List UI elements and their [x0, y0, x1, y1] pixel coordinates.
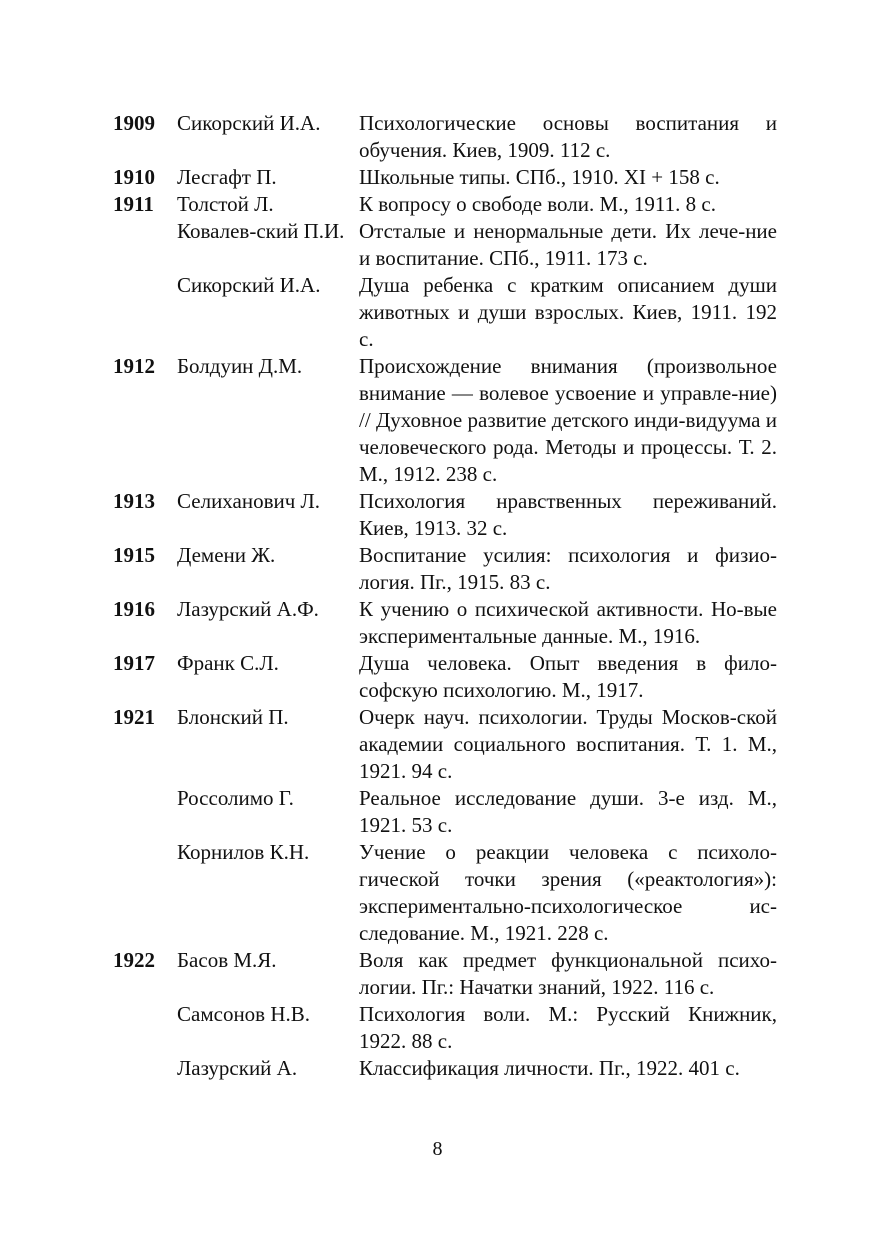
- entry-work: Воля как предмет функциональной психо-логии. Пг.: Начатки знаний, 1922. 116 с.: [359, 948, 777, 999]
- entry-author: Ковалев-ский П.И.: [177, 219, 345, 243]
- entry-work: Школьные типы. СПб., 1910. XI + 158 с.: [359, 165, 720, 189]
- entry-work: Душа человека. Опыт введения в фило-софскую психологию. М., 1917.: [359, 651, 777, 702]
- entry-year: 1909: [113, 111, 155, 135]
- bibliography-entry: [113, 704, 777, 785]
- entry-year: 1911: [113, 192, 154, 216]
- entry-author: Блонский П.: [177, 705, 289, 729]
- bibliography-entry: [113, 596, 777, 650]
- entry-author: Лесгафт П.: [177, 165, 277, 189]
- entry-year: [113, 272, 177, 353]
- entry-year: [113, 218, 177, 272]
- bibliography-entry: [113, 839, 777, 947]
- entry-year: [113, 839, 177, 947]
- entry-author: Самсонов Н.В.: [177, 1002, 311, 1026]
- entry-author: Корнилов К.Н.: [177, 840, 310, 864]
- entry-author: Франк С.Л.: [177, 651, 279, 675]
- entry-author: Толстой Л.: [177, 192, 274, 216]
- entry-year: 1915: [113, 543, 155, 567]
- entry-author: Россолимо Г.: [177, 786, 294, 810]
- entry-work: Классификация личности. Пг., 1922. 401 с.: [359, 1056, 740, 1080]
- entry-year: [113, 1055, 177, 1082]
- bibliography-entry: [113, 272, 777, 353]
- entry-author: Сикорский И.А.: [177, 111, 321, 135]
- bibliography-entry: [113, 650, 777, 704]
- entry-author: Селиханович Л.: [177, 489, 321, 513]
- entry-work: Воспитание усилия: психология и физио-логия. Пг., 1915. 83 с.: [359, 543, 777, 594]
- bibliography-entry: [113, 218, 777, 272]
- entry-author: Лазурский А.: [177, 1056, 298, 1080]
- entry-work: Происхождение внимания (произвольное внимание — волевое усвоение и управле-ние) // Духовное развитие детского инди-видуума и человеческого рода. Методы и процессы. Т. 2. М., 1912. 238 с.: [359, 354, 777, 486]
- bibliography-entry: [113, 947, 777, 1001]
- entry-year: 1913: [113, 489, 155, 513]
- entry-work: Психология нравственных переживаний. Киев, 1913. 32 с.: [359, 489, 777, 540]
- entry-work: К учению о психической активности. Но-вые экспериментальные данные. М., 1916.: [359, 597, 777, 648]
- entry-work: Отсталые и ненормальные дети. Их лече-ние и воспитание. СПб., 1911. 173 с.: [359, 219, 777, 270]
- entry-work: Психологические основы воспитания и обучения. Киев, 1909. 112 с.: [359, 111, 777, 162]
- entry-author: Болдуин Д.М.: [177, 354, 303, 378]
- bibliography-entry: [113, 110, 777, 164]
- bibliography-page: [113, 110, 777, 1082]
- bibliography-entry: [113, 164, 777, 191]
- bibliography-entry: [113, 488, 777, 542]
- bibliography-entry: [113, 353, 777, 488]
- entry-year: [113, 785, 177, 839]
- entry-work: Психология воли. М.: Русский Книжник, 1922. 88 с.: [359, 1002, 777, 1053]
- entry-work: Душа ребенка с кратким описанием души животных и души взрослых. Киев, 1911. 192 с.: [359, 273, 777, 351]
- bibliography-table: [113, 110, 777, 1082]
- entry-year: 1910: [113, 165, 155, 189]
- entry-author: Лазурский А.Ф.: [177, 597, 319, 621]
- bibliography-entry: [113, 1001, 777, 1055]
- entry-year: 1912: [113, 354, 155, 378]
- page-number: 8: [432, 1138, 443, 1160]
- entry-work: Очерк науч. психологии. Труды Москов-ской академии социального воспитания. Т. 1. М., 1921. 94 с.: [359, 705, 777, 783]
- bibliography-entry: [113, 542, 777, 596]
- bibliography-entry: [113, 1055, 777, 1082]
- entry-work: Учение о реакции человека с психоло-гической точки зрения («реактология»): экспериментально-психологическое ис-следование. М., 1921. 228 с.: [359, 840, 777, 945]
- entry-work: К вопросу о свободе воли. М., 1911. 8 с.: [359, 192, 716, 216]
- entry-year: 1921: [113, 705, 155, 729]
- entry-author: Басов М.Я.: [177, 948, 277, 972]
- entry-author: Сикорский И.А.: [177, 273, 321, 297]
- entry-year: [113, 1001, 177, 1055]
- entry-year: 1916: [113, 597, 155, 621]
- bibliography-entry: [113, 191, 777, 218]
- entry-year: 1917: [113, 651, 155, 675]
- entry-author: Демени Ж.: [177, 543, 276, 567]
- entry-year: 1922: [113, 948, 155, 972]
- entry-work: Реальное исследование души. 3-е изд. М., 1921. 53 с.: [359, 786, 777, 837]
- bibliography-entry: [113, 785, 777, 839]
